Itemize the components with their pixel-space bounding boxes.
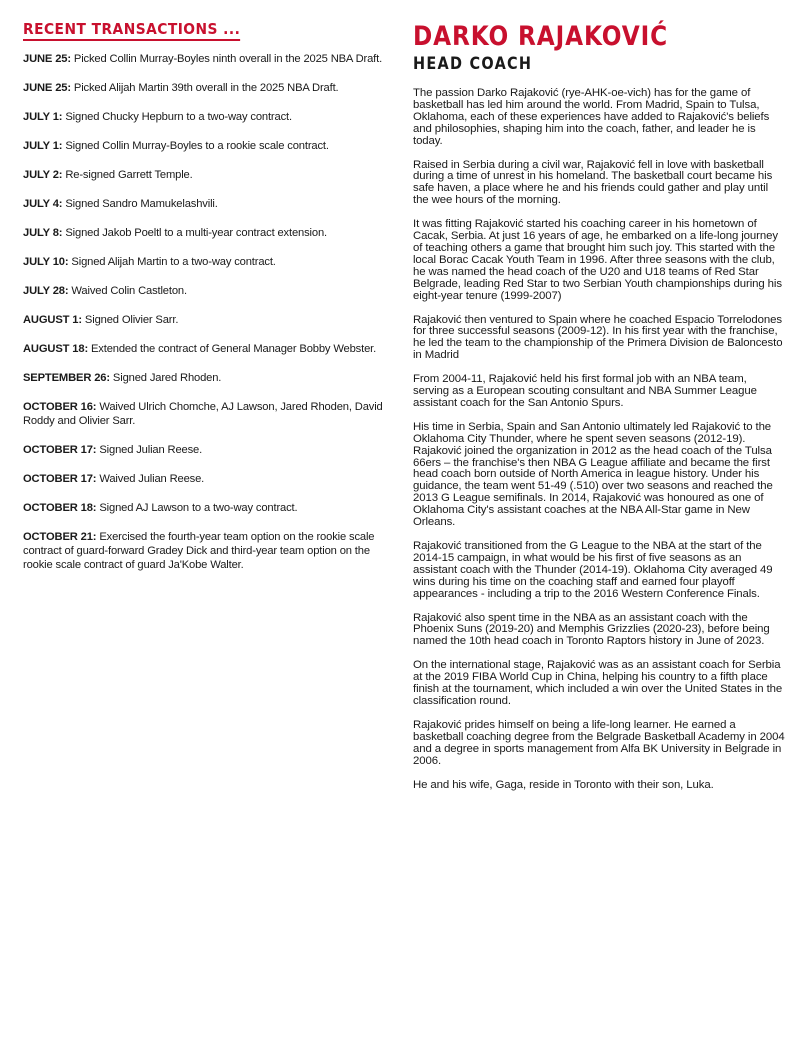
transaction-text: Signed Olivier Sarr. [84, 314, 179, 326]
bio-paragraph: His time in Serbia, Spain and San Antonio ultimately led Rajaković to the Oklahoma City Thunder, where he spent seven seasons (2012-19). Rajaković joined the organization in 2012 as the head coach of the Tulsa 66ers – the franchise's then NBA G League affiliate and became the first head coach born outside of North America in league history. Under his guidance, the team went 51-49 (.510) over two seasons and reached the 2013 G League semifinals. In 2014, Rajaković was honoured as one of Oklahoma City's assistant coaches at the NBA All-Star game in New Orleans. [413, 420, 773, 529]
transaction-text: Signed Alijah Martin to a two-way contract. [71, 256, 276, 268]
profile-column [413, 22, 785, 803]
transaction-item [23, 342, 393, 356]
coach-name: DARKO RAJAKOVIĆ [413, 21, 668, 52]
transaction-date: SEPTEMBER 26: [23, 372, 110, 384]
transaction-text: Picked Collin Murray-Boyles ninth overall in the 2025 NBA Draft. [73, 53, 383, 65]
transaction-item [23, 530, 393, 572]
transaction-item [23, 52, 393, 66]
transaction-item [23, 110, 393, 124]
transaction-text: Signed Chucky Hepburn to a two-way contract. [65, 111, 292, 123]
transaction-date: OCTOBER 18: [23, 502, 97, 514]
transaction-date: JULY 1: [23, 140, 63, 152]
transaction-text: Signed Jakob Poeltl to a multi-year contract extension. [65, 227, 327, 239]
transaction-date: JULY 8: [23, 227, 63, 239]
bio-paragraph: From 2004-11, Rajaković held his first formal job with an NBA team, serving as a European scouting consultant and NBA Summer League assistant coach for the San Antonio Spurs. [413, 373, 757, 409]
transaction-item [23, 284, 393, 298]
transaction-date: OCTOBER 21: [23, 531, 97, 543]
transaction-date: JULY 1: [23, 111, 63, 123]
coach-role: HEAD COACH [413, 54, 533, 74]
transaction-text: Waived Julian Reese. [99, 473, 205, 485]
transactions-column [23, 20, 393, 587]
bio-paragraph: It was fitting Rajaković started his coaching career in his hometown of Cacak, Serbia. At just 16 years of age, he embarked on a life-long journey of teaching others a game that brought him such joy. This started with the local Borac Cacak Youth Team in 1996. After three seasons with the club, he was named the head coach of the U20 and U18 teams of Red Star Belgrade, leading Red Star to two Serbian Youth championships during his eight-year tenure (1999-2007) [413, 218, 782, 302]
transactions-list [23, 52, 393, 572]
transaction-text: Waived Colin Castleton. [71, 285, 187, 297]
transaction-item [23, 139, 393, 153]
transaction-item [23, 255, 393, 269]
transaction-text: Picked Alijah Martin 39th overall in the 2025 NBA Draft. [73, 82, 339, 94]
transaction-item [23, 313, 393, 327]
transaction-date: JUNE 25: [23, 53, 71, 65]
transaction-item [23, 443, 393, 457]
transaction-item [23, 400, 393, 428]
transaction-date: JULY 2: [23, 169, 63, 181]
bio-paragraph: Rajaković then ventured to Spain where he coached Espacio Torrelodones for three successful seasons (2009-12). In his first year with the franchise, he led the team to the championship of the Primera Division de Baloncesto in Madrid [413, 313, 783, 362]
transaction-date: OCTOBER 17: [23, 473, 97, 485]
transaction-text: Signed AJ Lawson to a two-way contract. [99, 502, 298, 514]
bio-paragraph: The passion Darko Rajaković (rye-AHK-oe-vich) has for the game of basketball has led him around the world. From Madrid, Spain to Tulsa, Oklahoma, each of these experiences have added to Rajaković's beliefs and philosophies, shaping him into the coach, father, and leader he is today. [413, 87, 770, 147]
transaction-date: AUGUST 1: [23, 314, 82, 326]
transaction-item [23, 371, 393, 385]
transaction-date: AUGUST 18: [23, 343, 89, 355]
transaction-date: JUNE 25: [23, 82, 71, 94]
transaction-item [23, 197, 393, 211]
transaction-text: Signed Collin Murray-Boyles to a rookie scale contract. [65, 140, 329, 152]
transaction-item [23, 81, 393, 95]
transaction-text: Signed Jared Rhoden. [112, 372, 222, 384]
transaction-item [23, 472, 393, 486]
transaction-text: Signed Julian Reese. [99, 444, 203, 456]
transactions-title: RECENT TRANSACTIONS ... [23, 20, 240, 41]
bio-paragraph: Rajaković also spent time in the NBA as an assistant coach with the Phoenix Suns (2019-20) and Memphis Grizzlies (2020-23), before being named the 10th head coach in Toronto Raptors history in June of 2023. [413, 611, 770, 648]
transaction-text: Waived Ulrich Chomche, AJ Lawson, Jared Rhoden, David Roddy and Olivier Sarr. [23, 401, 383, 427]
bio-paragraph: Raised in Serbia during a civil war, Rajaković fell in love with basketball during a time of unrest in his homeland. The basketball court became his safe haven, a place where he and his friends could gather and play until the wee hours of the morning. [413, 158, 773, 207]
bio-paragraph: Rajaković transitioned from the G League to the NBA at the start of the 2014-15 campaign, in what would be his first of five seasons as an assistant coach with the Thunder (2014-19). Oklahoma City averaged 49 wins during his time on the coaching staff and earned four playoff appearances - including a trip to the 2016 Western Conference Finals. [413, 540, 773, 600]
transaction-date: OCTOBER 16: [23, 401, 97, 413]
bio-paragraph: He and his wife, Gaga, reside in Toronto with their son, Luka. [413, 778, 714, 791]
bio-paragraph: On the international stage, Rajaković was as an assistant coach for Serbia at the 2019 FIBA World Cup in China, helping his country to a fifth place finish at the tournament, which included a win over the United States in the classification round. [413, 659, 783, 707]
coach-bio [413, 88, 785, 791]
transaction-text: Exercised the fourth-year team option on the rookie scale contract of guard-forward Gradey Dick and third-year team option on the rookie scale contract of guard Ja'Kobe Walter. [23, 531, 375, 571]
transaction-text: Re-signed Garrett Temple. [65, 169, 193, 181]
transaction-item [23, 226, 393, 240]
transaction-date: JULY 4: [23, 198, 63, 210]
transaction-text: Signed Sandro Mamukelashvili. [65, 198, 218, 210]
transaction-item [23, 501, 393, 515]
bio-paragraph: Rajaković prides himself on being a life-long learner. He earned a basketball coaching degree from the Belgrade Basketball Academy in 2004 and a degree in sports management from Alfa BK University in Belgrade in 2006. [413, 718, 785, 767]
transaction-date: OCTOBER 17: [23, 444, 97, 456]
transaction-date: JULY 28: [23, 285, 69, 297]
transaction-item [23, 168, 393, 182]
transaction-text: Extended the contract of General Manager Bobby Webster. [90, 343, 377, 355]
transaction-date: JULY 10: [23, 256, 69, 268]
